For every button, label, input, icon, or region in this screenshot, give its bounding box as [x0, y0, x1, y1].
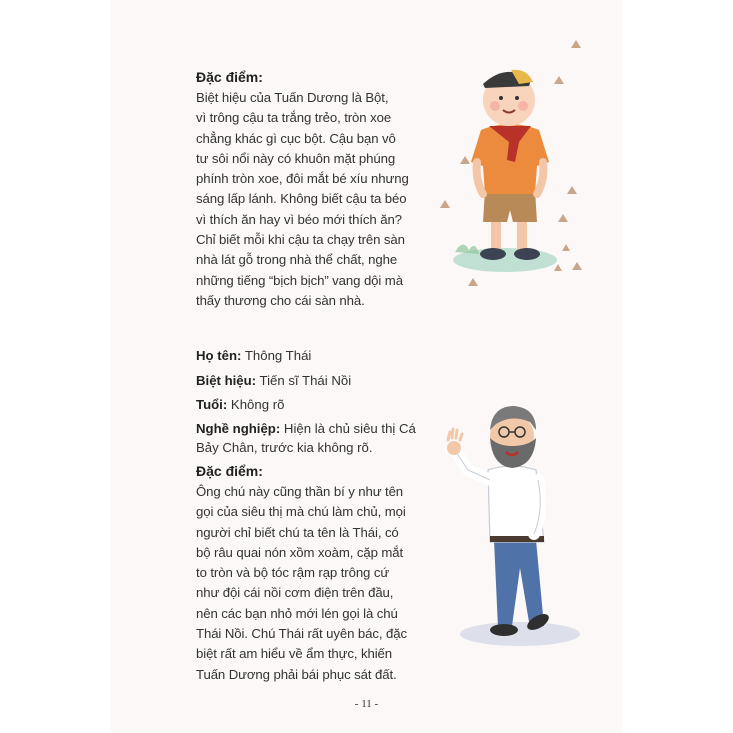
text-line: Chỉ biết mỗi khi cậu ta chạy trên sàn	[196, 232, 405, 248]
text-line: to tròn và bộ tóc rậm rạp trông cứ	[196, 565, 390, 581]
name-field	[196, 346, 311, 366]
feature-heading-2: Đặc điểm:	[196, 463, 263, 479]
nickname-field	[196, 371, 351, 391]
job-field-continued: Bảy Chân, trước kia không rõ.	[196, 440, 373, 455]
bearded-man-illustration	[440, 400, 590, 650]
nickname-value: Tiến sĩ Thái Nồi	[259, 373, 352, 388]
text-line: sáng lấp lánh. Không biết cậu ta béo	[196, 191, 407, 207]
name-label: Họ tên:	[196, 348, 242, 363]
text-line: nhà lát gỗ trong nhà thể chất, nghe	[196, 252, 398, 268]
name-value: Thông Thái	[244, 348, 312, 363]
text-line: phính tròn xoe, đôi mắt bé xíu nhưng	[196, 171, 409, 187]
character-1-description	[196, 88, 409, 311]
text-line: thấy thương cho cái sàn nhà.	[196, 292, 365, 308]
text-line: chẳng khác gì cục bột. Cậu bạn vô	[196, 130, 396, 146]
job-label: Nghề nghiệp:	[196, 421, 281, 436]
text-line: tư sôi nổi này có khuôn mặt phúng	[196, 150, 396, 166]
feature-heading-1: Đặc điểm:	[196, 69, 263, 85]
page-number: - 11 -	[354, 698, 379, 710]
text-line: Biệt hiệu của Tuấn Dương là Bột,	[196, 90, 389, 105]
age-value: Không rõ	[230, 397, 285, 412]
text-line: vì trông cậu ta trắng trẻo, tròn xoe	[196, 110, 392, 126]
text-line: bộ râu quai nón xồm xoàm, cặp mắt	[196, 544, 404, 560]
age-label: Tuổi:	[196, 397, 228, 412]
nickname-label: Biệt hiệu:	[196, 373, 257, 388]
text-line: Thái Nồi. Chú Thái rất uyên bác, đặc	[196, 626, 407, 642]
text-line: biệt rất am hiểu về ẩm thực, khiến	[196, 646, 393, 662]
text-line: Tuấn Dương phải bái phục sát đất.	[196, 666, 397, 682]
text-line: như đội cái nồi cơm điện trên đầu,	[196, 585, 394, 601]
text-line: vì thích ăn hay vì béo mới thích ăn?	[196, 211, 402, 227]
text-line: Ông chú này cũng thần bí y như tên	[196, 484, 404, 499]
text-line: người chỉ biết chú ta tên là Thái, có	[196, 524, 399, 540]
job-field	[196, 419, 416, 439]
chubby-boy-illustration	[445, 62, 570, 284]
text-line: gọi của siêu thị mà chú làm chủ, mọi	[196, 504, 406, 520]
job-value-line1: Hiện là chủ siêu thị Cá	[283, 421, 416, 436]
character-2-description	[196, 482, 407, 685]
text-line: những tiếng “bịch bịch” vang dội mà	[196, 272, 403, 288]
text-line: nên các bạn nhỏ mới lén gọi là chú	[196, 605, 398, 621]
age-field	[196, 395, 284, 415]
